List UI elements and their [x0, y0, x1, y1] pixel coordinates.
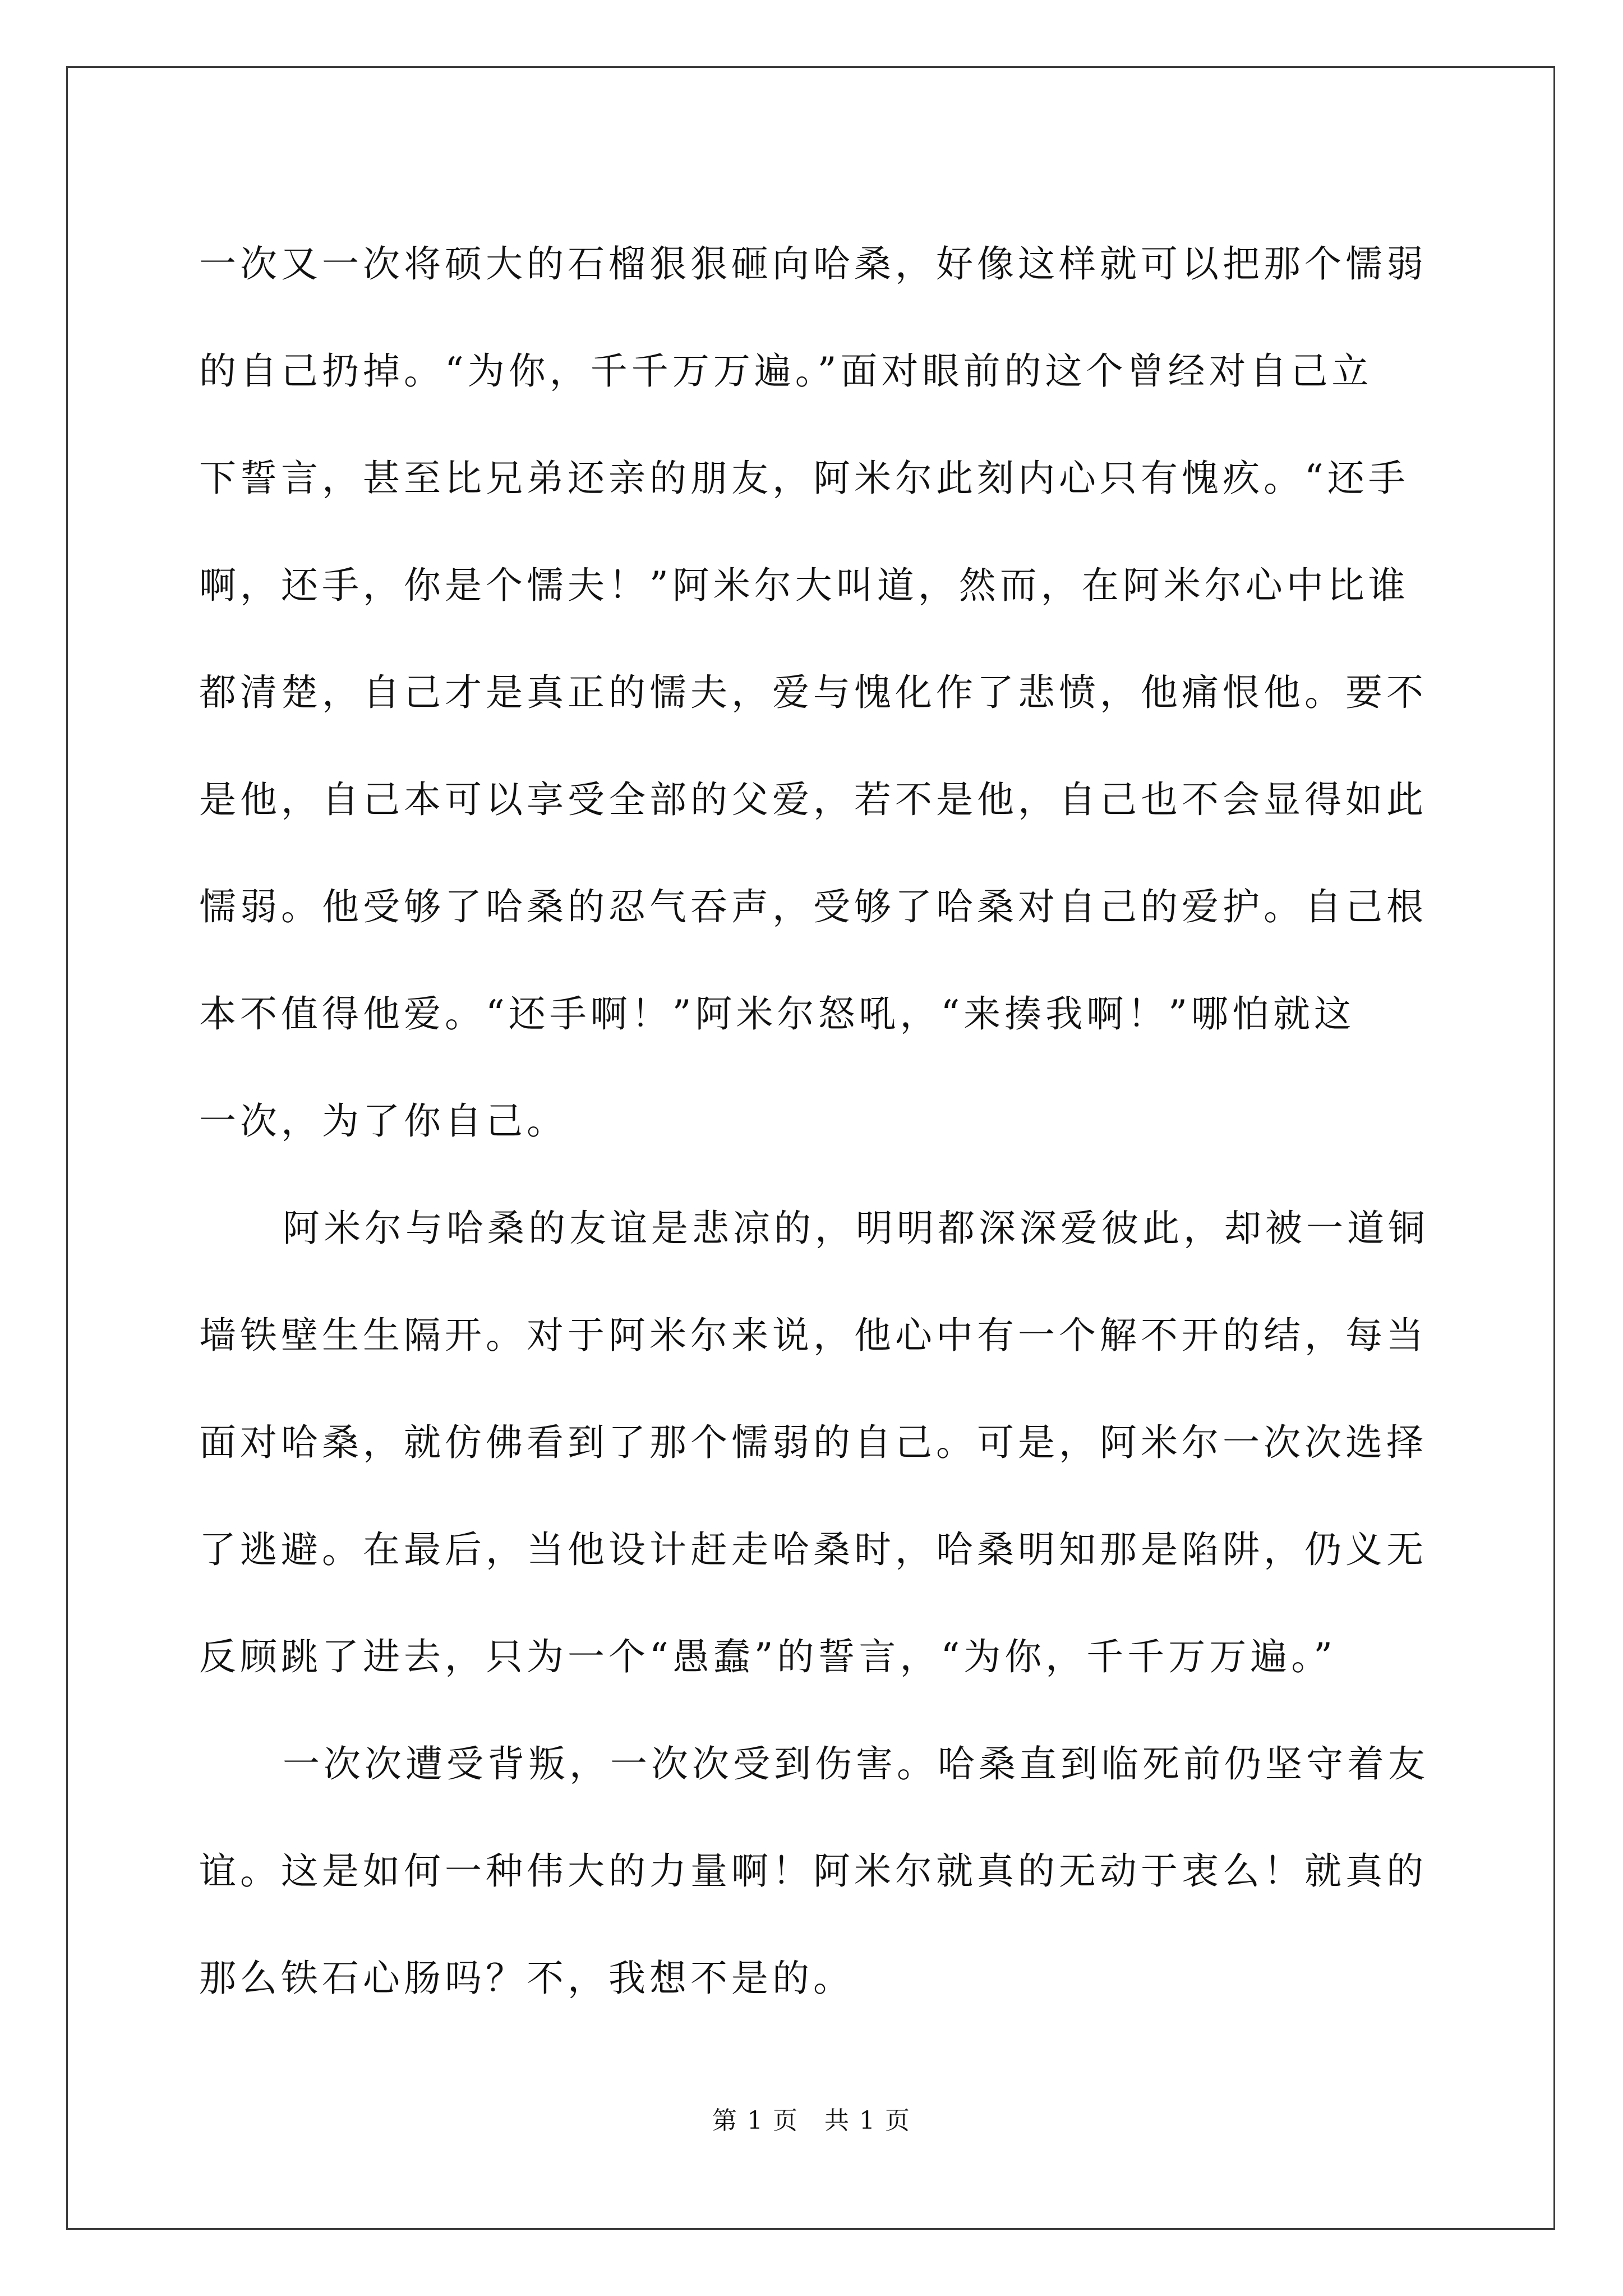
text-line: 下誓言，甚至比兄弟还亲的朋友，阿米尔此刻内心只有愧疚。“还手: [199, 457, 1409, 500]
text-line: 谊。这是如何一种伟大的力量啊！阿米尔就真的无动于衷么！就真的: [199, 1849, 1427, 1893]
text-line: 阿米尔与哈桑的友谊是悲凉的，明明都深深爱彼此，却被一道铜: [283, 1207, 1429, 1250]
text-line: 那么铁石心肠吗？不，我想不是的。: [199, 1957, 854, 2000]
document-body: [199, 210, 1429, 2032]
text-line: 一次，为了你自己。: [199, 1099, 568, 1143]
text-line: 面对哈桑，就仿佛看到了那个懦弱的自己。可是，阿米尔一次次选择: [199, 1421, 1427, 1464]
text-line: 是他，自己本可以享受全部的父爱，若不是他，自己也不会显得如此: [199, 778, 1427, 821]
text-line: 的自己扔掉。“为你，千千万万遍。”面对眼前的这个曾经对自己立: [199, 349, 1373, 393]
paragraph-1: [199, 210, 1427, 1175]
paragraph-3: [199, 1710, 1429, 2032]
text-line: 墙铁壁生生隔开。对于阿米尔来说，他心中有一个解不开的结，每当: [199, 1314, 1427, 1357]
text-line: 一次次遭受背叛，一次次受到伤害。哈桑直到临死前仍坚守着友: [283, 1742, 1429, 1786]
text-line: 啊，还手，你是个懦夫！”阿米尔大叫道，然而，在阿米尔心中比谁: [199, 564, 1409, 607]
text-line: 懦弱。他受够了哈桑的忍气吞声，受够了哈桑对自己的爱护。自己根: [199, 885, 1427, 928]
page-total: 共 1 页: [824, 2106, 911, 2135]
text-line: 反顾跳了进去，只为一个“愚蠢”的誓言，“为你，千千万万遍。”: [199, 1635, 1336, 1678]
page-number: 第 1 页: [712, 2106, 799, 2135]
text-line: 都清楚，自己才是真正的懦夫，爱与愧化作了悲愤，他痛恨他。要不: [199, 671, 1427, 714]
text-line: 一次又一次将硕大的石榴狠狠砸向哈桑，好像这样就可以把那个懦弱: [199, 242, 1427, 286]
page-footer: [0, 2100, 1623, 2136]
paragraph-2: [199, 1175, 1429, 1710]
text-line: 了逃避。在最后，当他设计赶走哈桑时，哈桑明知那是陷阱，仍义无: [199, 1528, 1427, 1571]
text-line: 本不值得他爱。“还手啊！”阿米尔怒吼，“来揍我啊！”哪怕就这: [199, 992, 1355, 1036]
